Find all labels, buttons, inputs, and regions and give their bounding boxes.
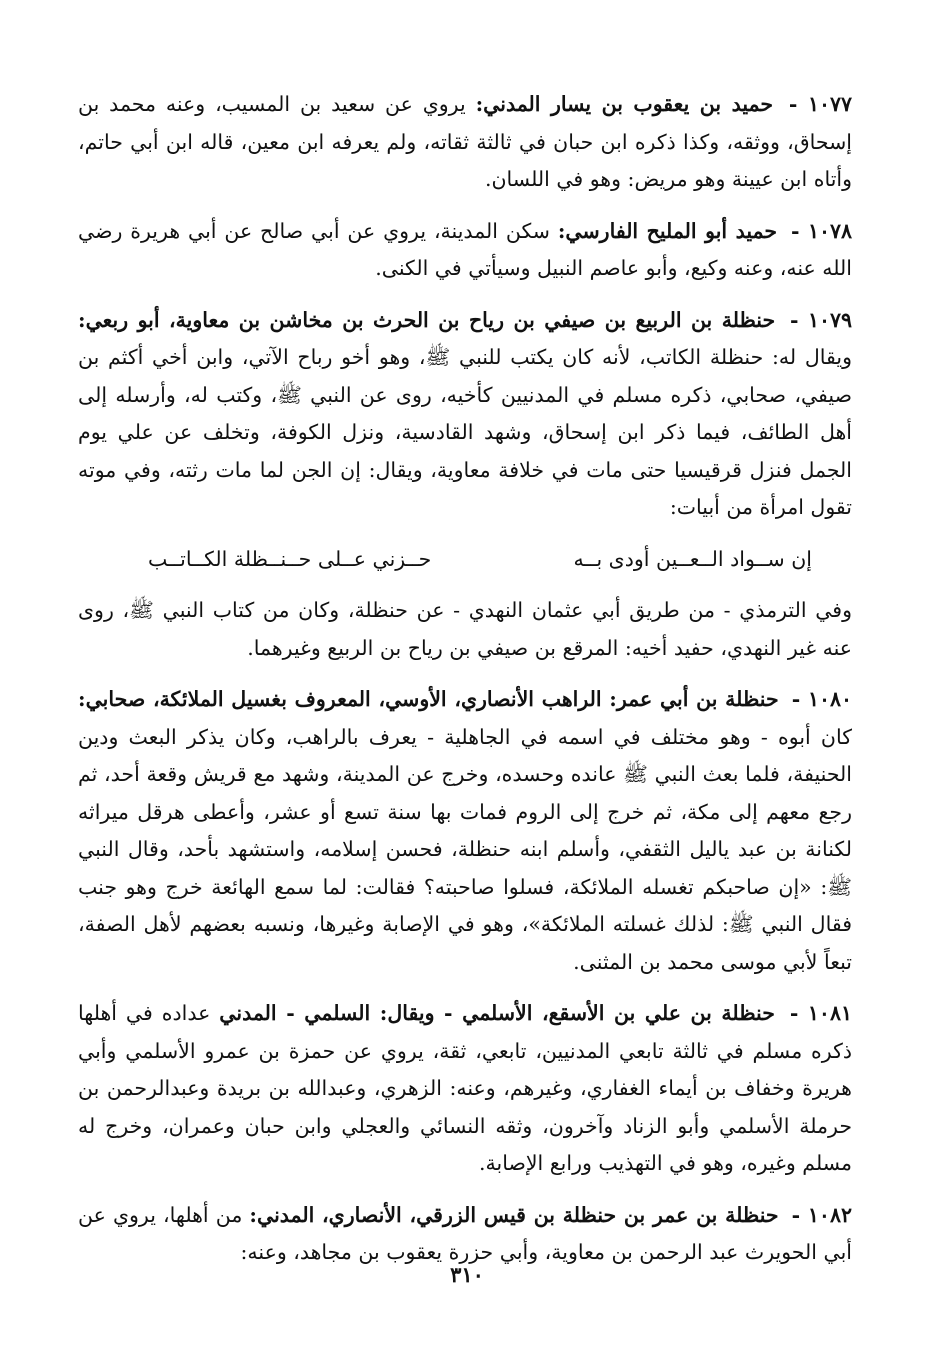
entry-heading: حنظلة بن عمر بن حنظلة بن قيس الزرقي، الأنصاري، المدني: <box>249 1202 779 1227</box>
entry-number: ١٠٨٢ - <box>791 1202 852 1227</box>
poetry-verse <box>78 541 852 579</box>
verse-first-hemistich: إن ســواد الــعــين أودى بــه <box>573 546 812 571</box>
entry-text: ويقال له: حنظلة الكاتب، لأنه كان يكتب للنبي ﷺ، وهو أخو رباح الآتي، وابن أخي أكثم بن صيفي، صحابي، ذكره مسلم في المدنيين كأخيه، روى عن النبي ﷺ، وكتب له، وأرسله إلى أهل الطائف، فيما ذكر ابن إسحاق، وشهد القادسية، ونزل الكوفة، وتخلف عن علي يوم الجمل فنزل قرقيسيا حتى مات في خلافة معاوية، ويقال: إن الجن لما مات رثته، وفي موته تقول امرأة من أبيات: <box>78 345 852 519</box>
entry-1079 <box>78 302 852 527</box>
entry-heading: حميد بن يعقوب بن يسار المدني: <box>475 92 774 116</box>
entry-number: ١٠٧٧ - <box>788 92 852 116</box>
entry-text: كان أبوه - وهو مختلف في اسمه في الجاهلية - يعرف بالراهب، وكان يذكر البعث ودين الحنيفة، فلما بعث النبي ﷺ عانده وحسده، وخرج عن المدينة، وشهد مع قريش وقعة أحد، ثم رجع معهم إلى مكة، ثم خرج إلى الروم فمات بها سنة تسع أو عشر، وأعطى هرقل ميراثه لكنانة بن عبد ياليل الثقفي، وأسلم ابنه حنظلة، فحسن إسلامه، واستشهد بأحد، وقال النبي ﷺ: «إن صاحبكم تغسله الملائكة، فسلوا صاحبته؟ فقالت: لما سمع الهائعة خرج وهو جنب فقال النبي ﷺ: لذلك غسلته الملائكة»، وهو في الإصابة وغيرها، ونسبه بعضهم لأهل الصفة، تبعاً لأبي موسى محمد بن المثنى. <box>78 724 852 974</box>
entry-text: سكن المدينة، يروي عن أبي صالح عن أبي هريرة رضي الله عنه، وعنه وكيع، وأبو عاصم النبيل وسيأتي في الكنى. <box>78 218 852 280</box>
entry-heading: حنظلة بن الربيع بن صيفي بن رياح بن الحرث بن مخاشن بن معاوية، أبو ربعي: <box>78 307 776 332</box>
entry-heading: حنظلة بن علي بن الأسقع، الأسلمي - ويقال: السلمي - المدني <box>219 1001 775 1025</box>
entry-text: عداده في أهلها ذكره مسلم في ثالثة تابعي المدنيين، تابعي، ثقة، يروي عن حمزة بن عمرو الأسلمي وأبي هريرة وخفاف بن أيماء الغفاري، وغيرهم، وعنه: الزهري، وعبدالله بن بريدة وعبدالرحمن بن حرملة الأسلمي وأبو الزناد وآخرون، وثقه النسائي والعجلي وابن حبان وعمران، وخرج له مسلم وغيره، وهو في التهذيب ورابع الإصابة. <box>78 1001 853 1175</box>
entry-text: من أهلها، يروي عن أبي الحويرث عبد الرحمن بن معاوية، وأبي حزرة يعقوب بن مجاهد، وعنه: <box>78 1202 852 1264</box>
entry-number: ١٠٨٠ - <box>791 687 852 711</box>
entry-1078 <box>78 213 852 288</box>
page-number: ٣١٠ <box>450 1262 484 1287</box>
page-body <box>78 86 852 1286</box>
entry-1081 <box>78 995 852 1183</box>
entry-text: يروي عن سعيد بن المسيب، وعنه محمد بن إسحاق، ووثقه، وكذا ذكره ابن حبان في ثالثة ثقاته، ولم يعرفه ابن معين، قاله ابن أبي حاتم، وأتاه ابن عيينة وهو مريض: وهو في اللسان. <box>78 92 852 191</box>
entry-number: ١٠٨١ - <box>789 1001 852 1025</box>
after-verse-paragraph: وفي الترمذي - من طريق أبي عثمان النهدي - عن حنظلة، وكان من كتاب النبي ﷺ، روى عنه غير النهدي، حفيد أخيه: المرقع بن صيفي بن رياح بن الربيع وغيرهما. <box>78 598 852 660</box>
entry-1082 <box>78 1197 852 1272</box>
entry-number: ١٠٧٩ - <box>790 307 852 332</box>
entry-1080 <box>78 681 852 981</box>
entry-heading: حنظلة بن أبي عمر: الراهب الأنصاري، الأوسي، المعروف بغسيل الملائكة، صحابي: <box>78 687 779 711</box>
entry-1077 <box>78 86 852 199</box>
verse-second-hemistich: حــزني عــلى حــنــظلة الكــاتــب <box>148 546 432 571</box>
entry-heading: حميد أبو المليح الفارسي: <box>557 218 778 243</box>
entry-number: ١٠٧٨ - <box>790 218 852 243</box>
